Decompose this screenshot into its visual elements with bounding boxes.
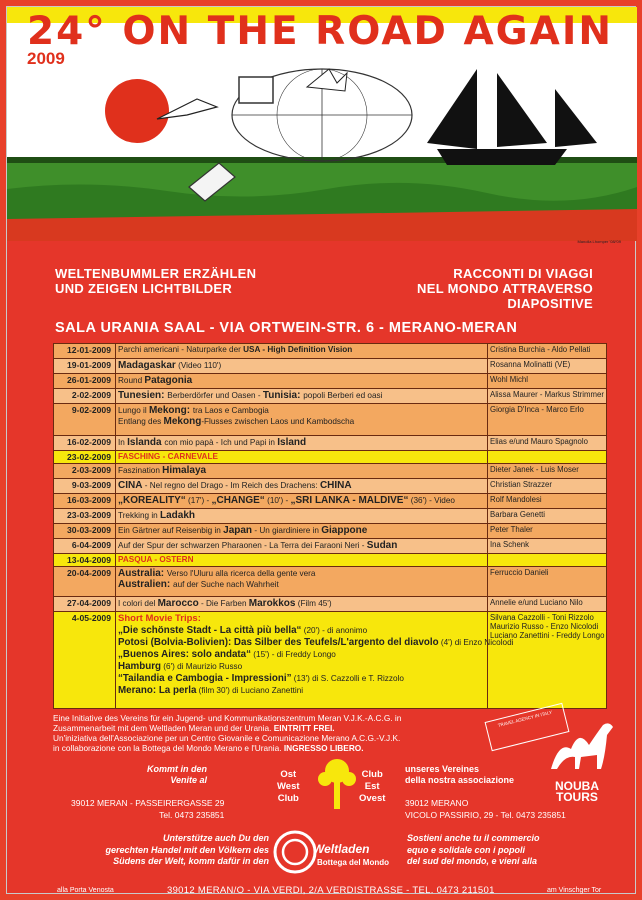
row-author	[488, 451, 606, 463]
row-author: Rolf Mandolesi	[490, 495, 542, 504]
table-row	[54, 389, 606, 404]
footer-location-german: am Vinschger Tor	[547, 887, 602, 894]
row-title: Tunesien: Berberdörfer und Oasen - Tunisia: popoli Berberi ed oasi	[116, 389, 488, 403]
row-date: 23-02-2009	[54, 451, 116, 463]
heading-german: WELTENBUMMLER ERZÄHLEN UND ZEIGEN LICHTBILDER	[55, 266, 257, 296]
table-row	[54, 464, 606, 479]
table-row	[54, 539, 606, 554]
row-author: Giorgia D'Inca - Marco Erlo	[490, 405, 584, 414]
table-row	[54, 567, 606, 597]
row-date: 9-02-2009	[54, 404, 116, 435]
row-author: Alissa Maurer - Markus Strimmer	[490, 390, 604, 399]
row-author: Annelie e/und Luciano Nilo	[490, 598, 583, 607]
row-date: 16-02-2009	[54, 436, 116, 450]
short-movie-list: Short Movie Trips: „Die schönste Stadt - La città più bella“ (20') - di anonimo Potosi (Bolvia-Bolivien): Das Silber des Teufels/L'argento del diavolo (4') di Enzo Nicolodi „Buenos Aires: solo andata“ (15') - di Freddy Longo Hamburg (6') di Maurizio Russo “Tailandia e Cambogia - Impressioni” (13') di S. Cazzolli e T. Rizzolo Merano: La perla (film 30') di Luciano Zanettini	[116, 612, 488, 708]
row-title: FASCHING - CARNEVALE	[116, 451, 488, 463]
row-date: 2-03-2009	[54, 464, 116, 478]
svg-text:Bottega del Mondo: Bottega del Mondo	[317, 858, 389, 867]
footer-location-italian: alla Porta Venosta	[57, 887, 114, 894]
row-date: 12-01-2009	[54, 344, 116, 358]
row-author: Rosanna Molinatti (VE)	[490, 360, 571, 369]
table-row	[54, 524, 606, 539]
club-est-ovest-logo: Club Est Ovest	[359, 769, 386, 804]
row-date: 6-04-2009	[54, 539, 116, 553]
row-title: I colori del Marocco - Die Farben Marokkos (Film 45')	[116, 597, 488, 611]
row-date: 13-04-2009	[54, 554, 116, 566]
venue-line: SALA URANIA SAAL - VIA ORTWEIN-STR. 6 - MERANO-MERAN	[55, 320, 518, 336]
row-date: 23-03-2009	[54, 509, 116, 523]
row-date: 30-03-2009	[54, 524, 116, 538]
club-invite-italian: unseres Vereines della nostra associazione	[405, 764, 515, 785]
row-title: Lungo il Mekong: tra Laos e Cambogia Entlang des Mekong-Flusses zwischen Laos und Kambodscha	[116, 404, 488, 435]
nouba-tours-logo: NOUBA TOURS	[555, 779, 599, 804]
club-address-german: 39012 MERAN - PASSEIRERGASSE 29 Tel. 0473 235851	[71, 798, 225, 820]
row-title: Trekking in Ladakh	[116, 509, 488, 523]
row-title: Madagaskar (Video 110')	[116, 359, 488, 373]
travel-illustration	[7, 59, 637, 241]
row-author: Ferruccio Danieli	[490, 568, 549, 577]
table-row	[54, 404, 606, 436]
heading-italian: RACCONTI DI VIAGGI NEL MONDO ATTRAVERSO DIAPOSITIVE	[417, 266, 593, 311]
table-row	[54, 359, 606, 374]
row-title: PASQUA - OSTERN	[116, 554, 488, 566]
row-date: 4-05-2009	[54, 612, 116, 708]
row-author: Christian Strazzer	[490, 480, 552, 489]
row-title: Auf der Spur der schwarzen Pharaonen - La Terra dei Faraoni Neri - Sudan	[116, 539, 488, 553]
sun-icon	[105, 79, 169, 143]
table-row	[54, 374, 606, 389]
row-title: CINA - Nel regno del Drago - Im Reich des Drachens: CHINA	[116, 479, 488, 493]
row-title: In Islanda con mio papà - Ich und Papi in Island	[116, 436, 488, 450]
initiative-text: Eine Initiative des Vereins für ein Jugend- und Kommunikationszentrum Meran V.J.K.-A.C.G. in Zusammenarbeit mit dem Weltladen Meran und der Urania. EINTRITT FREI. Un'iniziativa dell'Associazione per un Centro Giovanile e Comunicazione Merano A.C.G.-V.J.K. in collaborazione con la Bottega del Mondo Merano e l'Urania. INGRESSO LIBERO.	[53, 713, 402, 753]
fair-trade-text-italian: Sostieni anche tu il commercio equo e solidale con i popoli del sud del mondo, e vieni alla	[407, 833, 540, 866]
row-author: Cristina Burchia - Aldo Pellati	[490, 345, 591, 354]
row-date: 9-03-2009	[54, 479, 116, 493]
row-author	[488, 554, 606, 566]
illustration-band	[7, 7, 637, 239]
svg-text:Weltladen: Weltladen	[313, 842, 370, 856]
row-title: Round Patagonia	[116, 374, 488, 388]
table-row	[54, 479, 606, 494]
row-author: Barbara Genetti	[490, 510, 546, 519]
illustration-credit: Manolla Lhomper '08/'09	[577, 239, 621, 244]
table-row	[54, 612, 606, 708]
row-author: Elias e/und Mauro Spagnolo	[490, 437, 588, 446]
poster-title: 24° ON THE ROAD AGAIN	[27, 9, 613, 54]
table-row	[54, 451, 606, 464]
row-date: 2-02-2009	[54, 389, 116, 403]
ship-icon	[437, 149, 567, 165]
club-invite-german: Kommt in den Venite al	[147, 764, 207, 785]
row-title: „KOREALITY“ (17') - „CHANGE“ (10') - „SRI LANKA - MALDIVE“ (36') - Video	[116, 494, 488, 508]
table-row	[54, 554, 606, 567]
table-row	[54, 597, 606, 612]
club-address-italian: 39012 MERANO VICOLO PASSIRIO, 29 - Tel. 0473 235851	[405, 798, 566, 820]
fair-trade-text-german: Unterstütze auch Du den gerechten Handel mit den Völkern des Südens der Welt, komm dafür in den	[105, 833, 269, 866]
row-title: Australia: Verso l'Uluru alla ricerca della gente vera Australien: auf der Suche nach Wahrheit	[116, 567, 488, 596]
row-author: Dieter Janek - Luis Moser	[490, 465, 579, 474]
ost-west-club-logo: Ost West Club	[277, 769, 300, 804]
row-title: Parchi americani - Naturparke der USA - High Definition Vision	[116, 344, 488, 358]
row-date: 20-04-2009	[54, 567, 116, 596]
travel-agency-stamp: TRAVEL AGENCY IN ITALY	[485, 703, 570, 751]
schedule-table	[53, 343, 607, 709]
table-row	[54, 344, 606, 359]
row-title: Faszination Himalaya	[116, 464, 488, 478]
row-author: Peter Thaler	[490, 525, 533, 534]
bird-icon	[307, 69, 347, 91]
row-author: Ina Schenk	[490, 540, 530, 549]
weltladen-logo	[271, 829, 403, 875]
row-author: Silvana Cazzolli - Toni Rizzolo Maurizio Russo - Enzo Nicolodi Luciano Zanettini - Freddy Longo	[490, 613, 605, 640]
table-row	[54, 509, 606, 524]
tree-logo-icon	[315, 755, 359, 811]
row-date: 16-03-2009	[54, 494, 116, 508]
row-date: 19-01-2009	[54, 359, 116, 373]
poster-year: 2009	[27, 49, 65, 68]
row-date: 26-01-2009	[54, 374, 116, 388]
table-row	[54, 436, 606, 451]
table-row	[54, 494, 606, 509]
poster	[6, 6, 636, 894]
row-date: 27-04-2009	[54, 597, 116, 611]
row-author: Wohl Michl	[490, 375, 528, 384]
footer-address: 39012 MERAN/O - VIA VERDI, 2/A VERDISTRASSE - TEL. 0473 211501	[167, 885, 495, 896]
row-title: Ein Gärtner auf Reisenbig in Japan - Un giardiniere in Giappone	[116, 524, 488, 538]
